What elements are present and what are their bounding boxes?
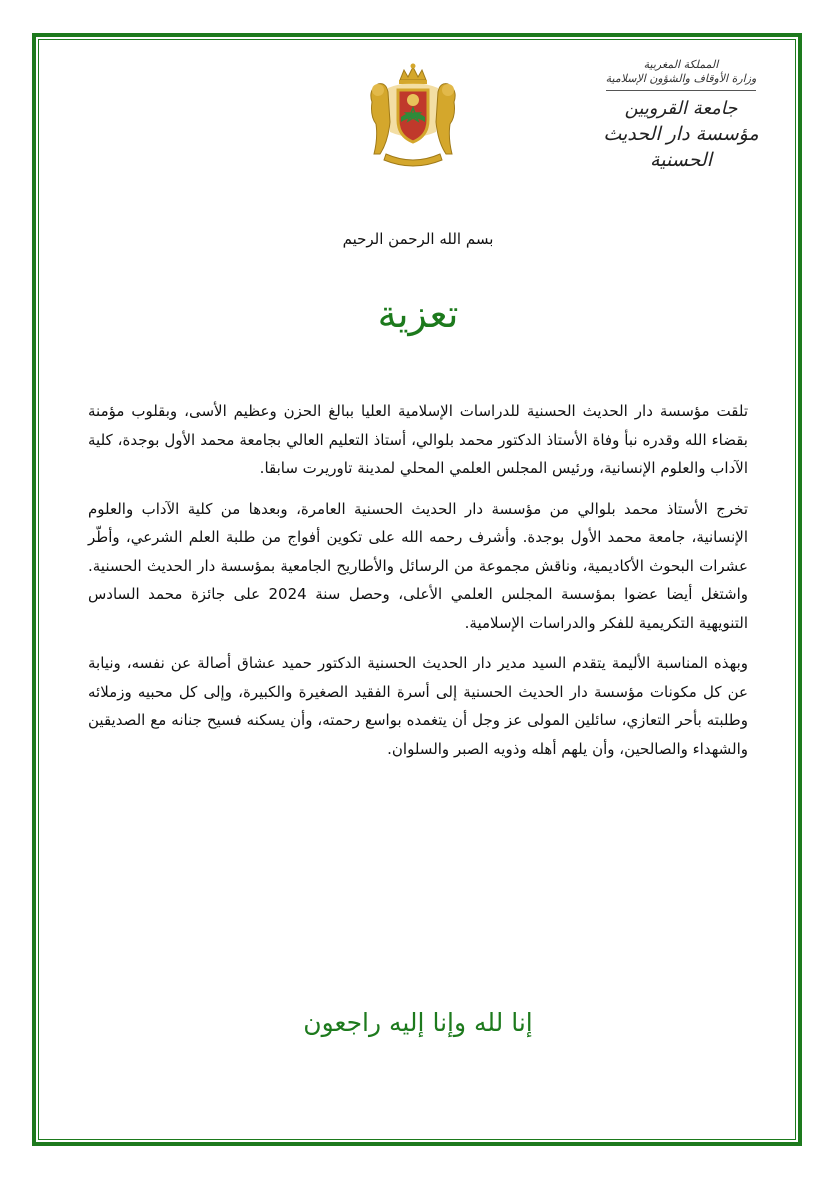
paragraph: تلقت مؤسسة دار الحديث الحسنية للدراسات الإسلامية العليا ببالغ الحزن وعظيم الأسى، وبقلوب مؤمنة بقضاء الله وقدره نبأ وفاة الأستاذ الدكتور محمد بلوالي، أستاذ التعليم العالي بجامعة محمد الأول بوجدة، كلية الآداب والعلوم الإنسانية، ورئيس المجلس العلمي المحلي لمدينة تاوريرت سابقا. [88, 402, 748, 477]
institution-name: مؤسسة دار الحديث الحسنية [603, 123, 759, 171]
paragraph: تخرج الأستاذ محمد بلوالي من مؤسسة دار الحديث الحسنية العامرة، وبعدها من كلية الآداب والعلوم الإنسانية، جامعة محمد الأول بوجدة. وأشرف رحمه الله على تكوين أفواج من طلبة العلم الشرعي، وأطّر عشرات البحوث الأكاديمية، وناقش مجموعة من الرسائل والأطاريح الجامعية بمؤسسة دار الحديث الحسنية. واشتغل أيضا عضوا بمؤسسة المجلس العلمي الأعلى، وحصل سنة 2024 على جائزة محمد السادس التنويهية التكريمية للفكر والدراسات الإسلامية. [88, 499, 748, 632]
page-title: تعزية [377, 292, 459, 336]
condolence-body [88, 397, 748, 775]
basmala: بسم الله الرحمن الرحيم [342, 230, 494, 248]
kingdom-name: المملكة المغربية [643, 58, 719, 71]
moroccan-royal-coat-of-arms-icon [358, 62, 468, 172]
ministry-name: وزارة الأوقاف والشؤون الإسلامية [605, 72, 757, 85]
university-name: جامعة القرويين [624, 98, 738, 119]
closing-verse: إنا لله وإنا إليه راجعون [303, 1008, 533, 1037]
letterhead [581, 58, 781, 173]
letterhead-divider [606, 90, 756, 91]
paragraph: وبهذه المناسبة الأليمة يتقدم السيد مدير دار الحديث الحسنية الدكتور حميد عشاق أصالة عن نفسه، ونيابة عن كل مكونات مؤسسة دار الحديث الحسنية إلى أسرة الفقيد الصغيرة والكبيرة، وإلى كل محبيه وزملائه وطلبته بأحر التعازي، سائلين المولى عز وجل أن يتغمده بواسع رحمته، وأن يسكنه فسيح جنانه مع الصديقين والشهداء والصالحين، وأن يلهم أهله وذويه الصبر والسلوان. [88, 654, 748, 758]
